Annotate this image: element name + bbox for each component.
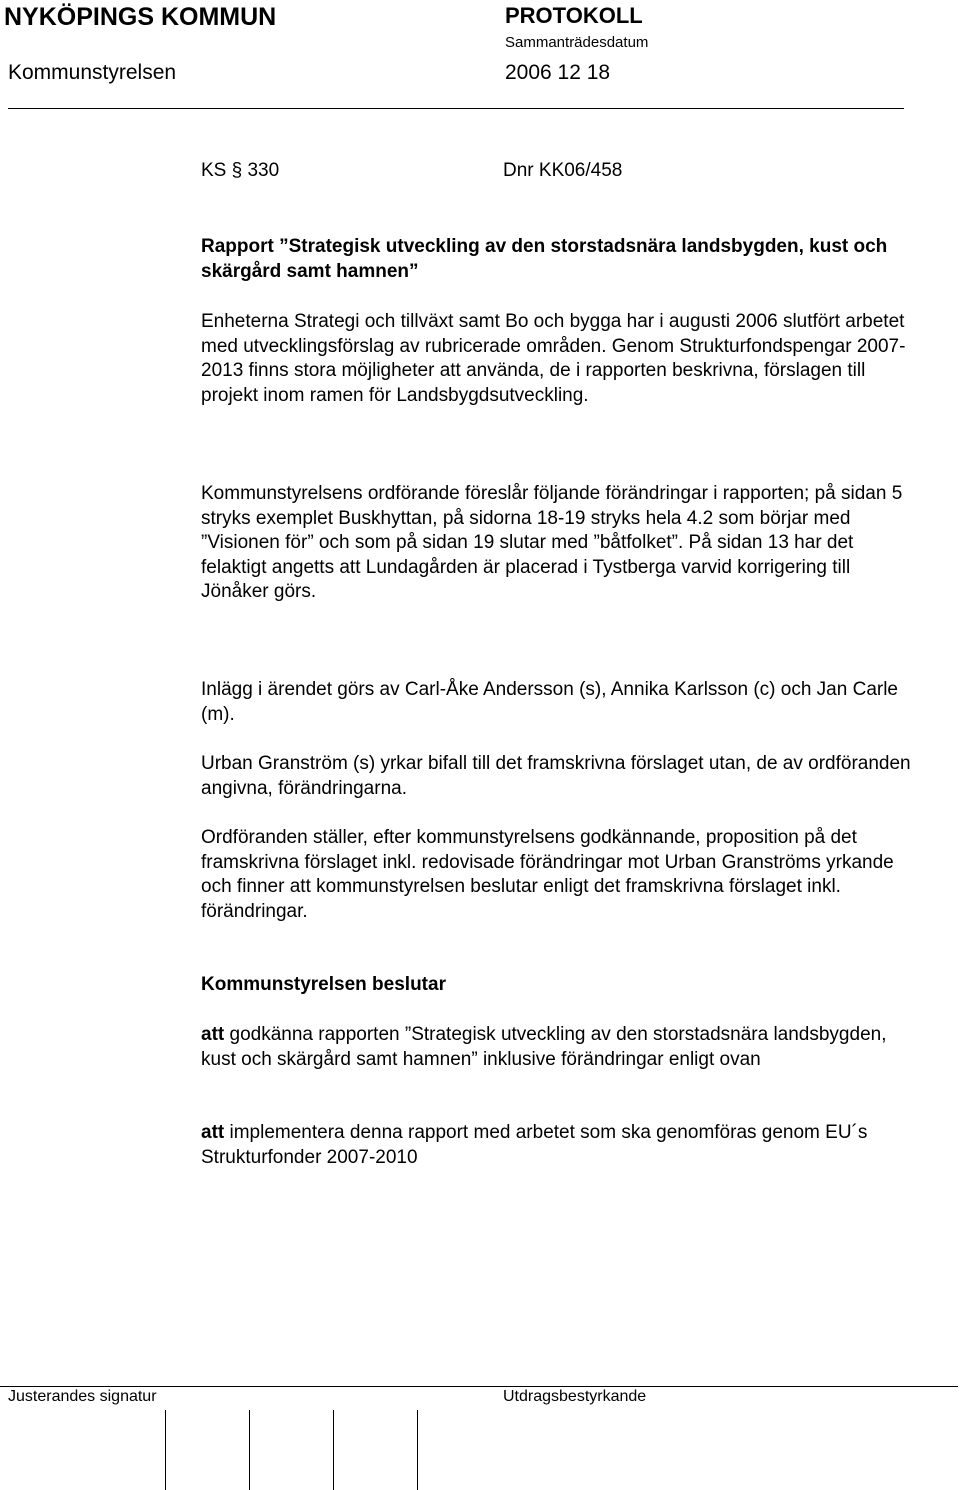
- case-paragraph-number: KS § 330: [201, 160, 280, 181]
- decision-heading: [201, 973, 921, 998]
- paragraph-text: Kommunstyrelsens ordförande föreslår följande förändringar i rapporten; på sidan 5 stryks exemplet Buskhyttan, på sidorna 18-19 stryks hela 4.2 som börjar med ”Visionen för” och som på sidan 19 slutar med ”båtfolket”. På sidan 13 har det felaktigt angetts att Lundagården är placerad i Tystberga varvid korrigering till Jönåker görs.: [201, 483, 903, 602]
- paragraph-5: [201, 826, 921, 924]
- paragraph-text: Urban Granström (s) yrkar bifall till det framskrivna förslaget utan, de av ordföranden angivna, förändringarna.: [201, 753, 911, 799]
- paragraph-text: Ordföranden ställer, efter kommunstyrelsens godkännande, proposition på det framskrivna förslaget inkl. redovisade förändringar mot Urban Granströms yrkande och finner att kommunstyrelsen beslutar enligt det framskrivna förslaget inkl. förändringar.: [201, 827, 894, 922]
- case-title: [201, 235, 921, 284]
- header-divider: [8, 108, 904, 109]
- paragraph-text: Enheterna Strategi och tillväxt samt Bo och bygga har i augusti 2006 slutfört arbetet med utvecklingsförslag av rubricerade områden. Genom Strukturfondspengar 2007-2013 finns stora möjligheter att använda, de i rapporten beskrivna, förslagen till projekt inom ramen för Landsbygdsutveckling.: [201, 311, 906, 406]
- signature-box-divider: [249, 1410, 250, 1490]
- paragraph-2: [201, 482, 921, 605]
- decision-lead: att: [201, 1122, 225, 1143]
- paragraph-text: Inlägg i ärendet görs av Carl-Åke Andersson (s), Annika Karlsson (c) och Jan Carle (m).: [201, 679, 898, 725]
- decision-item-text: [201, 1121, 921, 1170]
- signature-box-divider: [417, 1410, 418, 1490]
- paragraph-4: [201, 752, 921, 801]
- paragraph-1: [201, 310, 921, 408]
- signature-box-divider: [333, 1410, 334, 1490]
- decision-body: godkänna rapporten ”Strategisk utveckling av den storstadsnära landsbygden, kust och skärgård samt hamnen” inklusive förändringar enligt ovan: [201, 1024, 887, 1070]
- organization-name: NYKÖPINGS KOMMUN: [4, 3, 277, 31]
- decision-item-text: [201, 1023, 921, 1072]
- decision-item-1: [201, 1023, 921, 1072]
- decision-lead: att: [201, 1024, 225, 1045]
- meeting-date: 2006 12 18: [505, 61, 611, 84]
- committee-name: Kommunstyrelsen: [8, 61, 177, 84]
- excerpt-label: Utdragsbestyrkande: [503, 1388, 647, 1405]
- registration-number: Dnr KK06/458: [503, 160, 623, 181]
- decision-body: implementera denna rapport med arbetet som ska genomföras genom EU´s Strukturfonder 2007-2010: [201, 1122, 868, 1168]
- case-title-text: Rapport ”Strategisk utveckling av den storstadsnära landsbygden, kust och skärgård samt hamnen”: [201, 236, 888, 282]
- footer-divider: [0, 1386, 958, 1387]
- paragraph-3: [201, 678, 921, 727]
- decision-heading-text: Kommunstyrelsen beslutar: [201, 974, 446, 995]
- signature-label: Justerandes signatur: [8, 1388, 157, 1405]
- meeting-date-label: Sammanträdesdatum: [505, 34, 649, 51]
- decision-item-2: [201, 1121, 921, 1170]
- signature-box-divider: [165, 1410, 166, 1490]
- document-type: PROTOKOLL: [505, 3, 643, 28]
